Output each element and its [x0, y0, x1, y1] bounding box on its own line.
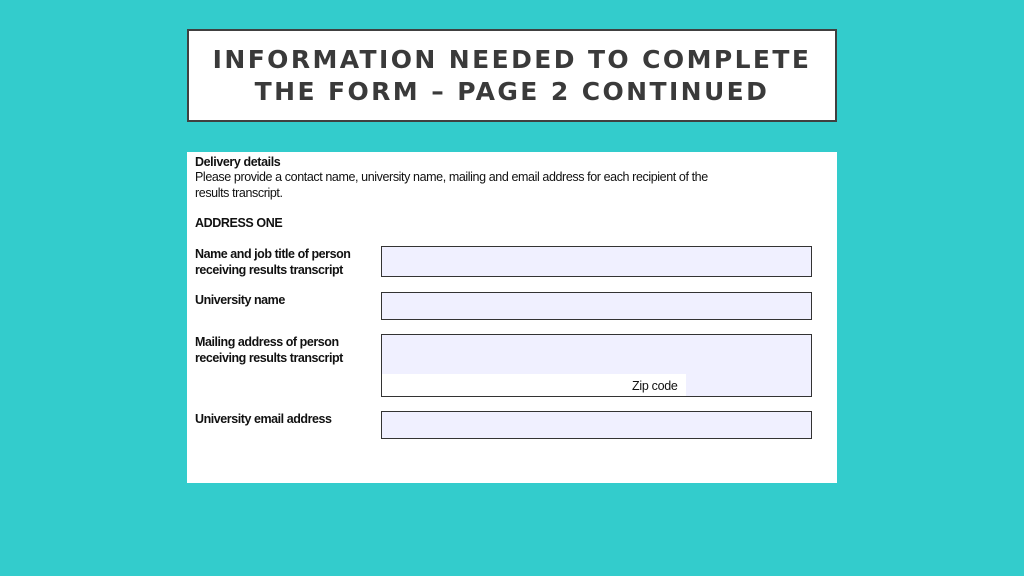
zip-code-label: Zip code: [632, 379, 678, 393]
delivery-details-heading: Delivery details: [195, 155, 281, 169]
slide-title-line-1: INFORMATION NEEDED TO COMPLETE: [212, 44, 812, 74]
university-name-field[interactable]: [381, 292, 812, 320]
name-job-title-field[interactable]: [381, 246, 812, 277]
university-email-label-text: University email address: [195, 412, 332, 426]
university-email-label: [195, 411, 370, 427]
mailing-address-label-line-2: receiving results transcript: [195, 351, 343, 365]
university-email-field[interactable]: [381, 411, 812, 439]
address-one-heading: ADDRESS ONE: [195, 216, 283, 230]
mailing-address-label-line-1: Mailing address of person: [195, 335, 339, 349]
university-name-label: [195, 292, 370, 308]
slide-title-line-2: THE FORM – PAGE 2 CONTINUED: [254, 76, 770, 106]
instructions-line-1: Please provide a contact name, university name, mailing and email address for each recipient of the: [195, 170, 708, 184]
name-job-title-label-line-2: receiving results transcript: [195, 263, 343, 277]
instructions-line-2: results transcript.: [195, 186, 283, 200]
name-job-title-label: [195, 246, 370, 278]
mailing-address-field[interactable]: [381, 334, 812, 397]
mailing-address-label: [195, 334, 370, 366]
slide-title-box: [187, 29, 837, 122]
name-job-title-label-line-1: Name and job title of person: [195, 247, 351, 261]
university-name-label-text: University name: [195, 293, 285, 307]
form-screenshot-panel: [187, 152, 837, 483]
